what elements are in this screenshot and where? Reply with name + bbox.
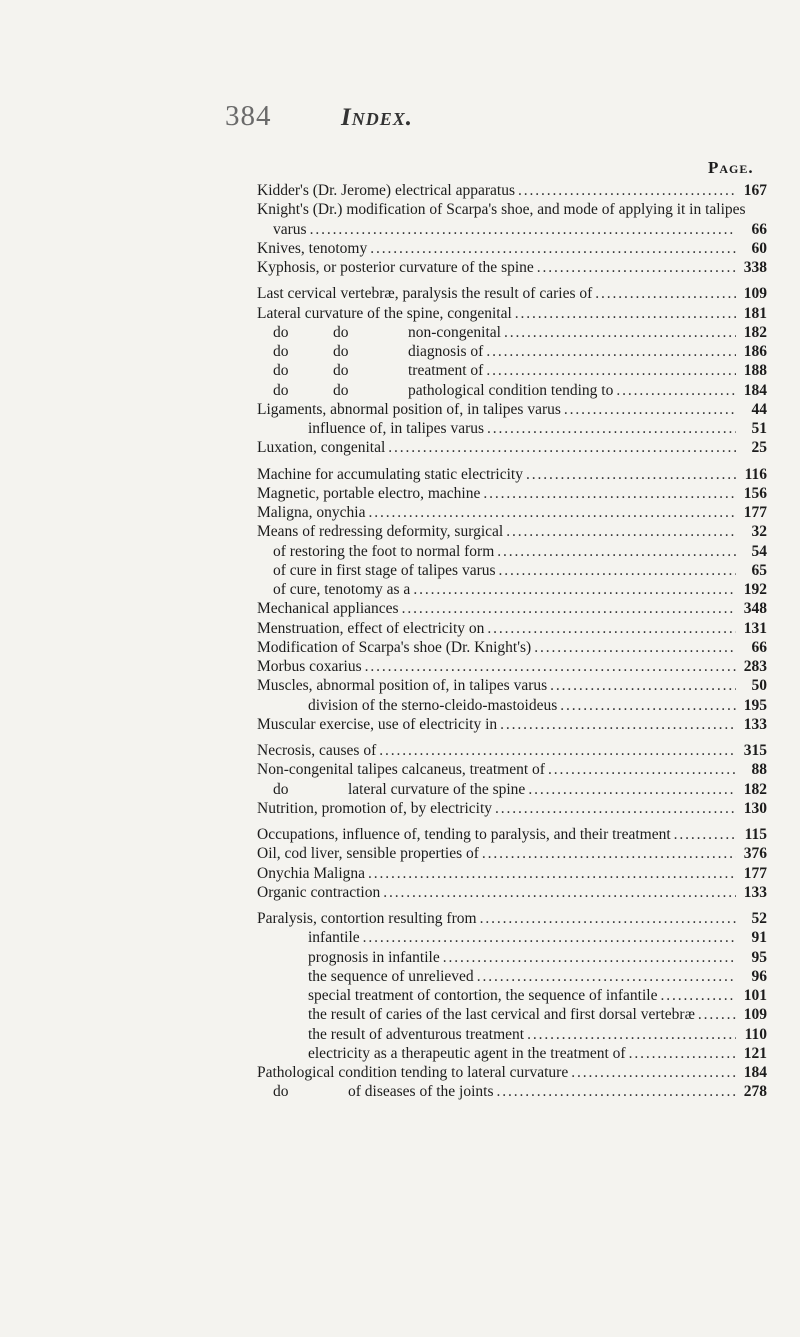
index-entry xyxy=(257,284,767,303)
entry-text xyxy=(257,1082,494,1101)
entry-text xyxy=(257,438,385,457)
dot-leader xyxy=(499,561,736,580)
entry-label: Menstruation, effect of electricity on xyxy=(257,619,485,637)
entry-label: Kyphosis, or posterior curvature of the spine xyxy=(257,259,534,276)
dot-leader xyxy=(537,258,736,277)
index-entry xyxy=(257,323,767,342)
entry-text xyxy=(257,1044,626,1063)
entry-page-number: 278 xyxy=(743,1083,767,1101)
entry-label: Modification of Scarpa's shoe (Dr. Knight's) xyxy=(257,638,532,656)
entry-page-number: 54 xyxy=(751,542,767,560)
entry-page-number: 32 xyxy=(751,523,767,541)
entry-label: pathological condition tending to xyxy=(408,381,614,399)
index-entry xyxy=(257,780,767,799)
entry-text xyxy=(257,465,523,484)
entry-page-number: 109 xyxy=(743,1006,767,1024)
ditto-mark: do xyxy=(273,343,289,360)
entry-page-number: 177 xyxy=(743,864,767,882)
entry-page-number: 182 xyxy=(743,780,767,798)
dot-leader xyxy=(310,220,736,239)
index-entry xyxy=(257,638,767,657)
entry-page-number: 177 xyxy=(743,504,767,521)
entry-text xyxy=(257,542,494,561)
dot-leader xyxy=(487,419,736,438)
dot-leader xyxy=(500,715,736,734)
index-entry xyxy=(257,825,767,844)
index-entry xyxy=(257,844,767,863)
entry-text xyxy=(257,284,592,303)
ditto-mark: do xyxy=(333,362,349,380)
entry-page-number: 91 xyxy=(751,929,767,947)
index-entry xyxy=(257,181,767,200)
index-entry xyxy=(257,220,767,239)
index-entry xyxy=(257,465,767,484)
dot-leader xyxy=(363,928,736,947)
entry-label: Muscular exercise, use of electricity in xyxy=(257,715,498,733)
index-entry xyxy=(257,342,767,361)
index-entry xyxy=(257,258,767,277)
entry-label: Kidder's (Dr. Jerome) electrical apparatus xyxy=(257,182,515,199)
index-entry xyxy=(257,438,767,457)
entry-text xyxy=(257,561,496,580)
entry-page-number: 25 xyxy=(751,439,767,457)
entry-page-number: 186 xyxy=(743,343,767,360)
entry-label: varus xyxy=(273,220,307,238)
dot-leader xyxy=(674,825,736,844)
index-entry xyxy=(257,419,767,438)
dot-leader xyxy=(698,1005,736,1024)
entry-page-number: 184 xyxy=(743,381,767,399)
entry-page-number: 283 xyxy=(743,658,767,675)
dot-leader xyxy=(629,1044,736,1063)
dot-leader xyxy=(482,844,736,863)
entry-page-number: 110 xyxy=(744,1025,767,1043)
dot-leader xyxy=(495,799,736,818)
entry-page-number: 315 xyxy=(743,742,767,759)
entry-text xyxy=(257,1005,695,1024)
index-entry xyxy=(257,1063,767,1082)
entry-page-number: 44 xyxy=(751,400,767,418)
entry-label: Ligaments, abnormal position of, in talipes varus xyxy=(257,400,561,418)
index-entry xyxy=(257,1005,767,1024)
entry-label: non-congenital xyxy=(408,323,501,341)
entry-text xyxy=(257,825,671,844)
entry-text xyxy=(257,400,561,419)
entry-page-number: 116 xyxy=(744,465,767,483)
entry-page-number: 182 xyxy=(743,323,767,341)
dot-leader xyxy=(560,696,736,715)
dot-leader xyxy=(497,542,736,561)
entry-text xyxy=(257,741,376,760)
entry-page-number: 51 xyxy=(751,420,767,437)
entry-page-number: 188 xyxy=(743,362,767,380)
ditto-mark: do xyxy=(273,381,289,399)
index-entry xyxy=(257,484,767,503)
entry-text xyxy=(257,883,380,902)
entry-text xyxy=(257,799,492,818)
entry-label: of restoring the foot to normal form xyxy=(273,542,495,560)
dot-leader xyxy=(487,619,736,638)
entry-text xyxy=(257,220,307,239)
entry-text xyxy=(257,1025,524,1044)
entry-page-number: 52 xyxy=(751,910,767,927)
entry-page-number: 195 xyxy=(743,696,767,714)
entry-page-number: 88 xyxy=(751,761,767,779)
entry-text xyxy=(257,484,480,503)
entry-label: the result of caries of the last cervical and first dorsal vertebræ xyxy=(308,1006,695,1024)
entry-page-number: 156 xyxy=(743,484,767,502)
entry-label: Knight's (Dr.) modification of Scarpa's shoe, and mode of applying it in talipes xyxy=(257,201,746,219)
entry-text xyxy=(257,239,367,258)
entry-label: Lateral curvature of the spine, congenital xyxy=(257,304,512,322)
entry-page-number: 192 xyxy=(743,581,767,598)
page-number: 384 xyxy=(225,100,272,132)
dot-leader xyxy=(550,676,736,695)
index-entry xyxy=(257,799,767,818)
entry-text xyxy=(257,200,746,219)
entry-label: lateral curvature of the spine xyxy=(348,780,526,798)
dot-leader xyxy=(564,400,736,419)
index-entry xyxy=(257,696,767,715)
entry-page-number: 60 xyxy=(751,239,767,257)
index-entry xyxy=(257,1025,767,1044)
entry-text xyxy=(257,780,525,799)
entry-text xyxy=(257,928,360,947)
index-entries xyxy=(257,181,767,1102)
entry-label: infantile xyxy=(308,929,360,947)
page-column-header: Page. xyxy=(708,158,754,177)
entry-label: Pathological condition tending to lateral curvature xyxy=(257,1064,569,1081)
dot-leader xyxy=(443,948,736,967)
ditto-mark: do xyxy=(273,780,289,798)
entry-page-number: 376 xyxy=(743,845,767,863)
index-entry xyxy=(257,864,767,883)
dot-leader xyxy=(660,986,736,1005)
entry-text xyxy=(257,381,613,400)
entry-text xyxy=(257,638,531,657)
dot-leader xyxy=(571,1063,736,1082)
dot-leader xyxy=(365,657,736,676)
dot-leader xyxy=(379,741,736,760)
entry-label: of diseases of the joints xyxy=(348,1083,494,1101)
entry-text xyxy=(257,342,483,361)
entry-page-number: 131 xyxy=(743,619,767,637)
ditto-mark: do xyxy=(333,323,349,341)
index-entry xyxy=(257,542,767,561)
entry-page-number: 184 xyxy=(743,1064,767,1081)
entry-page-number: 65 xyxy=(751,561,767,579)
entry-page-number: 109 xyxy=(743,285,767,303)
entry-text xyxy=(257,864,365,883)
entry-text xyxy=(257,696,557,715)
dot-leader xyxy=(368,503,736,522)
entry-page-number: 181 xyxy=(743,304,767,322)
entry-label: Occupations, influence of, tending to paralysis, and their treatment xyxy=(257,826,671,843)
entry-label: Machine for accumulating static electricity xyxy=(257,465,523,483)
index-entry xyxy=(257,948,767,967)
dot-leader xyxy=(528,780,736,799)
entry-page-number: 121 xyxy=(743,1044,767,1062)
dot-leader xyxy=(504,323,736,342)
dot-leader xyxy=(526,465,736,484)
entry-text xyxy=(257,657,362,676)
entry-text xyxy=(257,760,545,779)
entry-label: Morbus coxarius xyxy=(257,658,362,675)
entry-text xyxy=(257,967,474,986)
index-entry xyxy=(257,239,767,258)
entry-text xyxy=(257,503,365,522)
entry-label: Nutrition, promotion of, by electricity xyxy=(257,799,493,817)
dot-leader xyxy=(534,638,736,657)
entry-label: the sequence of unrelieved xyxy=(308,967,474,985)
entry-label: electricity as a therapeutic agent in the treatment of xyxy=(308,1044,626,1062)
dot-leader xyxy=(370,239,736,258)
entry-text xyxy=(257,181,515,200)
entry-text xyxy=(257,1063,568,1082)
index-entry xyxy=(257,200,767,219)
index-entry xyxy=(257,599,767,618)
entry-text xyxy=(257,599,399,618)
entry-page-number: 348 xyxy=(743,600,767,618)
index-entry xyxy=(257,1082,767,1101)
dot-leader xyxy=(383,883,736,902)
entry-text xyxy=(257,844,479,863)
index-entry xyxy=(257,400,767,419)
entry-label: Knives, tenotomy xyxy=(257,239,368,257)
entry-page-number: 66 xyxy=(751,638,767,656)
entry-text xyxy=(257,580,410,599)
entry-page-number: 66 xyxy=(751,220,767,238)
dot-leader xyxy=(616,381,736,400)
index-entry xyxy=(257,928,767,947)
entry-label: Non-congenital talipes calcaneus, treatment of xyxy=(257,761,545,779)
index-entry xyxy=(257,657,767,676)
dot-leader xyxy=(402,599,736,618)
entry-text xyxy=(257,361,483,380)
dot-leader xyxy=(486,361,736,380)
entry-text xyxy=(257,948,440,967)
index-entry xyxy=(257,503,767,522)
dot-leader xyxy=(480,909,736,928)
ditto-mark: do xyxy=(273,323,289,341)
index-entry xyxy=(257,883,767,902)
entry-label: Means of redressing deformity, surgical xyxy=(257,523,504,541)
page-header xyxy=(0,99,800,133)
entry-label: influence of, in talipes varus xyxy=(308,420,485,437)
index-entry xyxy=(257,715,767,734)
entry-label: special treatment of contortion, the sequence of infantile xyxy=(308,987,658,1004)
entry-label: Paralysis, contortion resulting from xyxy=(257,910,477,927)
entry-text xyxy=(257,323,501,342)
entry-label: Last cervical vertebræ, paralysis the result of caries of xyxy=(257,285,593,303)
entry-label: Magnetic, portable electro, machine xyxy=(257,484,481,502)
ditto-mark: do xyxy=(273,362,289,380)
entry-label: the result of adventurous treatment xyxy=(308,1025,525,1043)
index-entry xyxy=(257,967,767,986)
index-entry xyxy=(257,619,767,638)
entry-label: Necrosis, causes of xyxy=(257,742,377,759)
entry-text xyxy=(257,304,512,323)
index-entry xyxy=(257,1044,767,1063)
dot-leader xyxy=(388,438,736,457)
entry-page-number: 101 xyxy=(743,987,767,1004)
entry-page-number: 96 xyxy=(751,967,767,985)
index-entry xyxy=(257,741,767,760)
index-entry xyxy=(257,760,767,779)
dot-leader xyxy=(497,1082,736,1101)
entry-label: of cure, tenotomy as a xyxy=(273,581,411,598)
entry-label: Maligna, onychia xyxy=(257,504,366,521)
entry-label: prognosis in infantile xyxy=(308,948,440,966)
entry-text xyxy=(257,986,657,1005)
entry-label: of cure in first stage of talipes varus xyxy=(273,561,496,579)
index-entry xyxy=(257,676,767,695)
dot-leader xyxy=(527,1025,736,1044)
entry-text xyxy=(257,909,477,928)
dot-leader xyxy=(483,484,736,503)
entry-label: Oil, cod liver, sensible properties of xyxy=(257,845,479,863)
entry-text xyxy=(257,715,497,734)
entry-page-number: 50 xyxy=(751,677,767,695)
dot-leader xyxy=(595,284,736,303)
dot-leader xyxy=(413,580,736,599)
index-entry xyxy=(257,361,767,380)
entry-label: Muscles, abnormal position of, in talipes varus xyxy=(257,677,548,695)
index-entry xyxy=(257,580,767,599)
index-entry xyxy=(257,381,767,400)
entry-text xyxy=(257,419,484,438)
entry-label: Onychia Maligna xyxy=(257,864,366,882)
dot-leader xyxy=(515,304,736,323)
entry-text xyxy=(257,258,534,277)
ditto-mark: do xyxy=(273,1083,289,1101)
index-entry xyxy=(257,304,767,323)
page-title: Index. xyxy=(341,104,413,131)
entry-text xyxy=(257,522,503,541)
dot-leader xyxy=(506,522,736,541)
entry-label: Mechanical appliances xyxy=(257,600,399,618)
dot-leader xyxy=(477,967,736,986)
entry-label: Organic contraction xyxy=(257,883,381,901)
dot-leader xyxy=(518,181,736,200)
entry-page-number: 95 xyxy=(751,948,767,966)
dot-leader xyxy=(368,864,736,883)
ditto-mark: do xyxy=(333,381,349,399)
entry-label: diagnosis of xyxy=(408,343,484,360)
entry-page-number: 115 xyxy=(744,826,767,843)
entry-page-number: 130 xyxy=(743,799,767,817)
ditto-mark: do xyxy=(333,343,349,360)
index-entry xyxy=(257,561,767,580)
index-entry xyxy=(257,909,767,928)
entry-label: treatment of xyxy=(408,362,484,380)
entry-page-number: 167 xyxy=(743,182,767,199)
dot-leader xyxy=(548,760,736,779)
entry-label: Luxation, congenital xyxy=(257,439,386,457)
index-entry xyxy=(257,522,767,541)
entry-text xyxy=(257,619,484,638)
dot-leader xyxy=(486,342,736,361)
entry-page-number: 338 xyxy=(743,259,767,276)
entry-page-number: 133 xyxy=(743,715,767,733)
entry-page-number: 133 xyxy=(743,883,767,901)
entry-text xyxy=(257,676,547,695)
index-entry xyxy=(257,986,767,1005)
entry-label: division of the sterno-cleido-mastoideus xyxy=(308,696,558,714)
